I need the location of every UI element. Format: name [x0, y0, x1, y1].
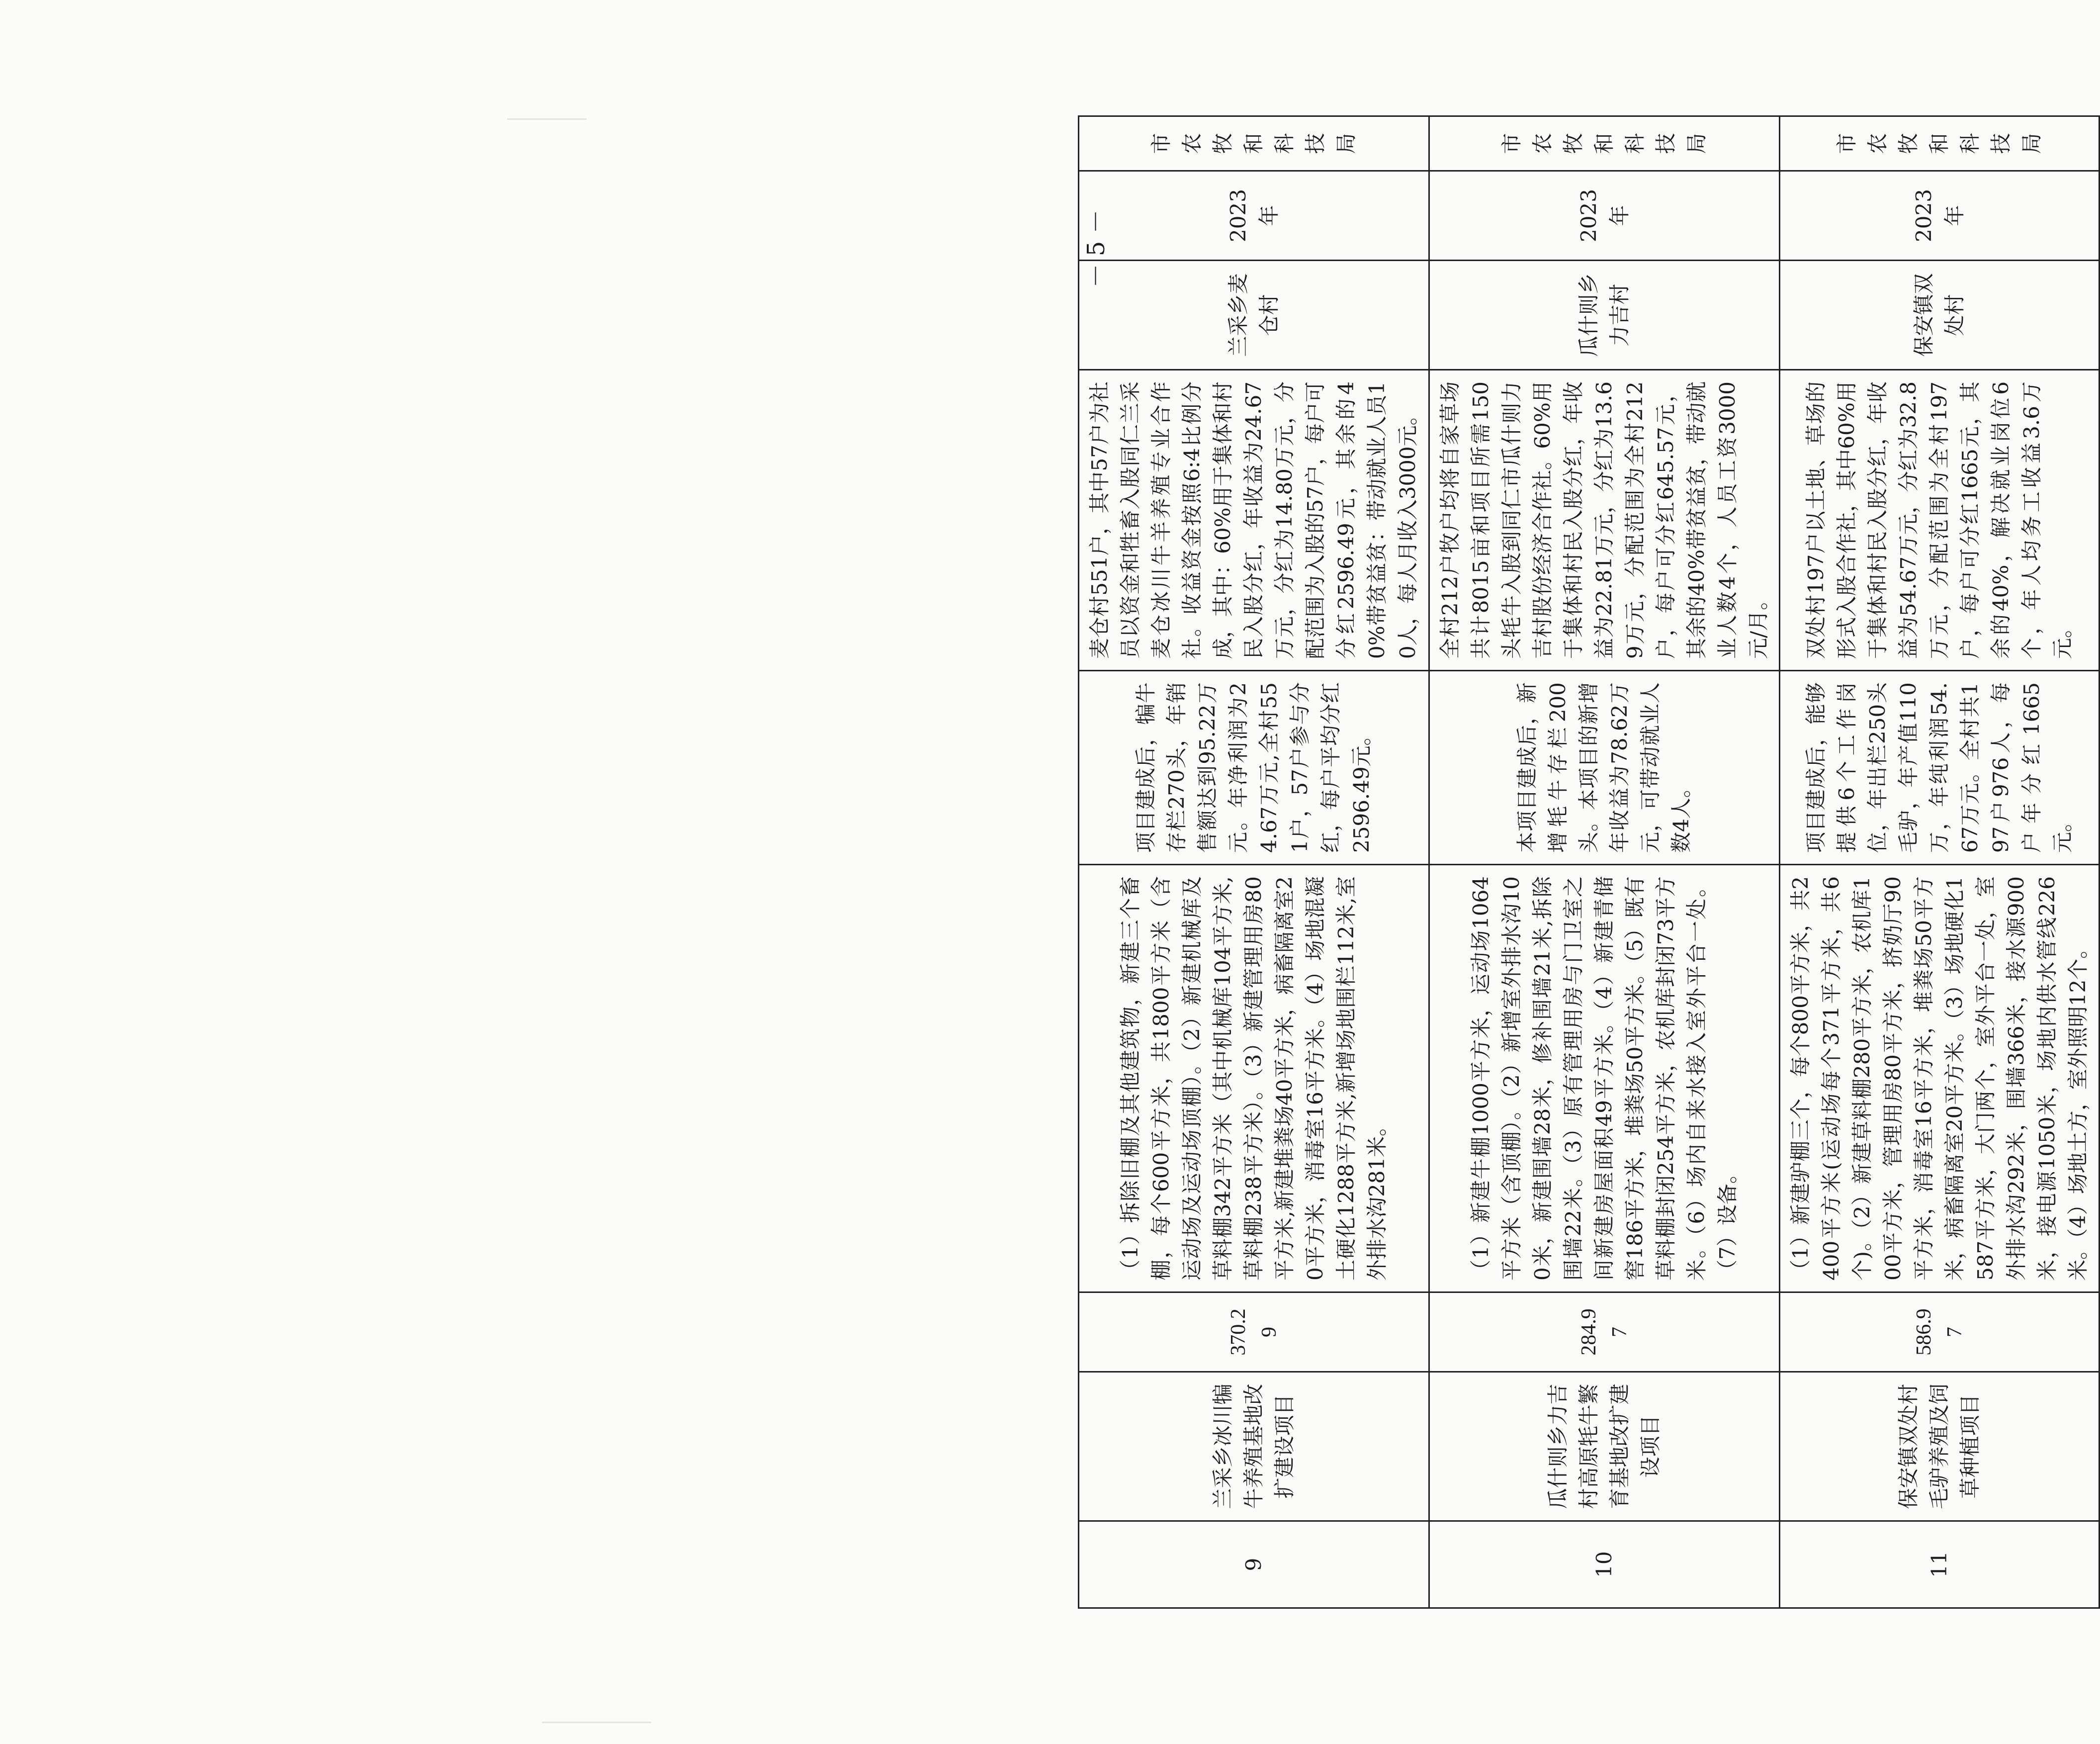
scan-mark: [542, 1722, 651, 1723]
project-benefit: 本项目建成后，新增牦牛存栏200头。本项目的新增年收益为78.62万元，可带动就业人数4人。: [1429, 671, 1780, 865]
rotated-table-container: [1078, 117, 2090, 1609]
project-benefit: 项目建成后，犏牛存栏270头，年销售额达到95.22万元。年净利润为24.67万元,全村551户，57户参与分红，每户平均分红2596.49元。: [1079, 671, 1429, 865]
project-year: 2023年: [1429, 171, 1780, 261]
investment-amount: 370.29: [1079, 1292, 1429, 1372]
construction-content: （1）新建驴棚三个，每个800平方米，共2400平方米(运动场每个371平方米，共6个)。（2）新建草料棚280平方米，农机库100平方米，管理用房80平方米，挤奶厅90平方米，消毒室16平方米，堆粪场50平方米，病畜隔离室20平方米。（3）场地硬化1587平方米，大门两个，室外平台一处，室外排水沟292米，围墙366米，接水源900米，接电源1050米，场地内供水管线226米。（4）场地土方，室外照明12个。: [1780, 865, 2100, 1292]
project-year: 2023年: [1780, 171, 2100, 261]
table-row: [1079, 116, 1429, 1608]
benefit-linkage: 双处村197户以土地、草场的形式入股合作社，其中60%用于集体和村民入股分红，年收益为54.67万元，分红为32.8万元，分配范围为全村197户，每户可分红1665元，其余的40%，解决就业岗位6个，年人均务工收益3.6万元。: [1780, 370, 2100, 671]
construction-content: （1）拆除旧棚及其他建筑物，新建三个畜棚，每个600平方米，共1800平方米（含运动场及运动场顶棚）。（2）新建机械库及草料棚342平方米（其中机械库104平方米,草料棚238平方米）。（3）新建管理用房80平方米,新建堆粪场40平方米，病畜隔离室20平方米，消毒室16平方米。（4）场地混凝土硬化1288平方米,新增场地围栏112米,室外排水沟281米。: [1079, 865, 1429, 1292]
project-year: 2023年: [1079, 171, 1429, 261]
row-number: 9: [1079, 1521, 1429, 1608]
responsible-department: 市农牧和科技局: [1780, 116, 2100, 171]
benefit-linkage: 麦仓村551户，其中57户为社员以资金和牲畜入股同仁兰采麦仓冰川牛羊养殖专业合作社。收益资金按照6:4比例分成，其中：60%用于集体和村民入股分红，年收益为24.67万元，分红为14.80万元，分配范围为入股的57户，每户可分红2596.49元，其余的40%带贫益贫：带动就业人员10人，每人月收入3000元。: [1079, 370, 1429, 671]
project-name: 兰采乡冰川犏牛养殖基地改扩建设项目: [1079, 1372, 1429, 1521]
project-table: [1078, 115, 2100, 1609]
responsible-department: 市农牧和科技局: [1429, 116, 1780, 171]
benefit-linkage: 全村212户牧户均将自家草场共计8015亩和项目所需150头牦牛入股到同仁市瓜什则力吉村股份经济合作社。60%用于集体和村民入股分红，年收益为22.81万元，分红为13.69万元，分配范围为全村212户，每户可分红645.57元，其余的40%带贫益贫，带动就业人数4个，人员工资3000元/月。: [1429, 370, 1780, 671]
scan-mark: [507, 118, 587, 120]
responsible-department: 市农牧和科技局: [1079, 116, 1429, 171]
page-number: － 5 －: [1082, 209, 1110, 288]
investment-amount: 586.97: [1780, 1292, 2100, 1372]
table-row: [1780, 116, 2100, 1608]
project-name: 瓜什则乡力吉村高原牦牛繁育基地改扩建设项目: [1429, 1372, 1780, 1521]
table-row: [1429, 116, 1780, 1608]
project-location: 瓜什则乡力吉村: [1429, 261, 1780, 370]
project-location: 兰采乡麦仓村: [1079, 261, 1429, 370]
project-benefit: 项目建成后，能够提供6个工作岗位，年出栏250头毛驴，年产值110万，年纯利润54.67万元。全村共197户976人，每户年分红1665元。: [1780, 671, 2100, 865]
construction-content: （1）新建牛棚1000平方米，运动场1064平方米（含顶棚）。（2）新增室外排水沟100米，新建围墙28米，修补围墙21米,拆除围墙22米。（3）原有管理用房与门卫室之间新建房屋面积49平方米。（4）新建青储窖186平方米，堆粪场50平方米。（5）既有草料棚封闭254平方米，农机库封闭73平方米。（6）场内自来水接入室外平台一处。（7）设备。: [1429, 865, 1780, 1292]
row-number: 11: [1780, 1521, 2100, 1608]
investment-amount: 284.97: [1429, 1292, 1780, 1372]
project-name: 保安镇双处村毛驴养殖及饲草种植项目: [1780, 1372, 2100, 1521]
row-number: 10: [1429, 1521, 1780, 1608]
project-location: 保安镇双处村: [1780, 261, 2100, 370]
